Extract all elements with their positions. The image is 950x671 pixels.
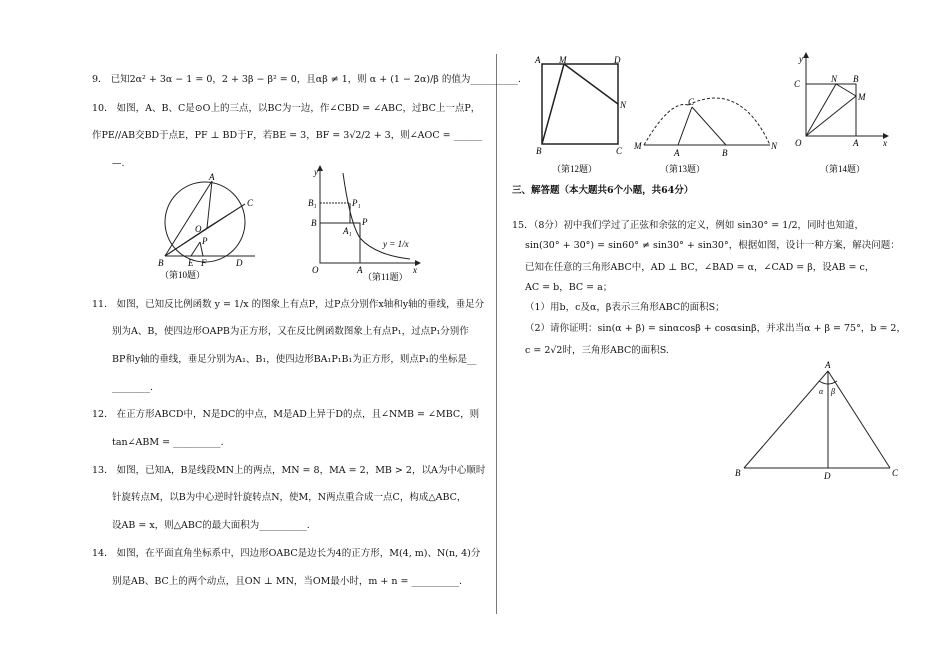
fig11-label-y: y [314,167,318,177]
column-divider [496,54,497,614]
fig14-label-b: B [853,74,859,84]
fig13-label-n: N [771,141,778,151]
fig11-label-p: P [362,217,368,227]
fig11-label-o: O [312,265,319,275]
question-15-line-3: 已知在任意的三角形ABC中，AD ⊥ BC，∠BAD = α，∠CAD = β，设AB = c， [525,262,875,273]
question-11-line-2: 别为A、B，使四边形OAPB为正方形，又在反比例函数图象上有点P₁，过点P₁分别作 [112,326,469,337]
fig12-label-b: B [536,146,542,156]
question-12-line-1: 12． 在正方形ABCD中，N是DC的中点，M是AD上异于D的点，且∠NMB = ∠MBC，则 [92,409,480,420]
question-14-line-1: 14． 如图，在平面直角坐标系中，四边形OABC是边长为4的正方形，M(4, m)、N(n, 4)分 [92,548,481,559]
fig10-label-c: C [247,198,254,208]
fig14-label-m: M [858,92,866,102]
question-15-line-2: sin(30° + 30°) = sin60° ≠ sin30° + sin30°，根据如图，设计一种方案，解决问题： [525,240,900,251]
fig12-label-c: C [616,146,623,156]
fig14-label-o: O [795,138,802,148]
fig15-label-alpha: α [819,387,824,396]
question-11-line-3: BP和y轴的垂线，垂足分别为A₁、B₁，使四边形BA₁P₁B₁为正方形，则点P₁的坐标是__ [112,354,477,365]
fig10-label-p: P [202,236,208,246]
fig13-label-a: A [674,148,680,158]
figure-15 [730,356,905,486]
question-11-line-1: 11． 如图，已知反比例函数 y = 1/x 的图象上有点P，过P点分别作x轴和y轴的垂线，垂足分 [92,299,485,310]
fig14-caption: （第14题） [820,164,866,174]
question-10-line-2: 作PE//AB交BD于点E，PF ⊥ BD于F，若BE = 3，BF = 3√2/2 + 3，则∠AOC = ______ [92,130,483,141]
fig11-label-a: A [357,265,363,275]
fig15-label-d: D [824,471,831,481]
fig10-caption: （第10题） [160,270,206,280]
fig12-label-a: A [535,55,541,65]
question-12-line-2: tan∠ABM = __________. [112,437,224,448]
fig11-curve-label: y = 1/x [383,239,409,249]
fig11-caption: （第11题） [363,272,408,282]
question-9: 9． 已知2α² + 3α − 1 = 0，2 + 3β − β² = 0，且αβ ≠ 1，则 α + (1 − 2α)/β 的值为__________. [92,74,521,85]
fig11-label-b1: B₁ [308,198,317,208]
fig15-label-beta: β [831,387,835,396]
figure-13 [630,90,780,178]
fig11-label-p1: P₁ [352,198,361,208]
fig13-label-b: B [722,148,728,158]
fig12-label-d: D [614,55,621,65]
fig15-label-c: C [892,468,899,478]
question-15-line-5: （1）用b，c及α，β表示三角形ABC的面积S； [525,302,725,313]
fig11-label-x: x [413,265,417,275]
question-11-line-4: ________. [112,382,154,393]
figure-10 [140,172,270,282]
fig11-label-a1: A₁ [343,226,352,236]
fig15-label-a: A [825,360,831,370]
fig10-label-a: A [209,172,215,182]
fig10-label-o: O [195,224,202,234]
figure-11 [305,163,425,283]
question-15-line-1: 15．（8分）初中我们学过了正弦和余弦的定义，例如 sin30° = 1/2，同时也知道， [512,220,865,231]
fig10-label-b: B [158,258,164,268]
fig12-caption: （第12题） [552,164,598,174]
question-14-line-2: 别是AB、BC上的两个动点，且ON ⊥ MN，当OM最小时，m + n = __________. [112,576,463,587]
fig12-label-m: M [559,55,567,65]
question-15-line-6: （2）请你证明：sin(α + β) = sinαcosβ + cosαsinβ，并求出当α + β = 75°，b = 2， [525,323,906,334]
question-15-line-4: AC = b，BC = a； [525,282,613,293]
question-10-line-3: —. [112,158,125,169]
fig14-label-a: A [853,138,859,148]
fig13-label-c: C [688,97,695,107]
fig10-label-d: D [236,258,243,268]
fig13-label-m: M [634,141,642,151]
question-13-line-1: 13． 如图，已知A，B是线段MN上的两点，MN = 8，MA = 2，MB > 2，以A为中心顺时 [92,465,486,476]
fig14-label-n: N [831,74,838,84]
figure-12 [528,54,633,176]
fig12-label-n: N [620,100,627,110]
section-3-title: 三、解答题（本大题共6个小题，共64分） [512,185,694,196]
question-13-line-2: 针旋转点M，以B为中心逆时针旋转点N，使M，N两点重合成一点C，构成△ABC， [112,492,467,503]
question-15-line-7: c = 2√2时，三角形ABC的面积S. [525,345,669,356]
fig10-label-f: F [201,258,207,268]
question-10-line-1: 10． 如图，A、B、C是⊙O上的三点，以BC为一边，作∠CBD = ∠ABC，过BC上一点P， [92,103,481,114]
fig10-label-e: E [188,258,194,268]
fig14-label-y: y [799,54,803,64]
fig14-label-x: x [883,138,887,148]
question-13-line-3: 设AB = x，则△ABC的最大面积为__________. [112,520,310,531]
fig14-label-c: C [794,79,801,89]
fig13-caption: （第13题） [660,164,706,174]
fig15-label-b: B [735,468,741,478]
fig11-label-b: B [311,218,317,228]
figure-14 [788,52,893,178]
